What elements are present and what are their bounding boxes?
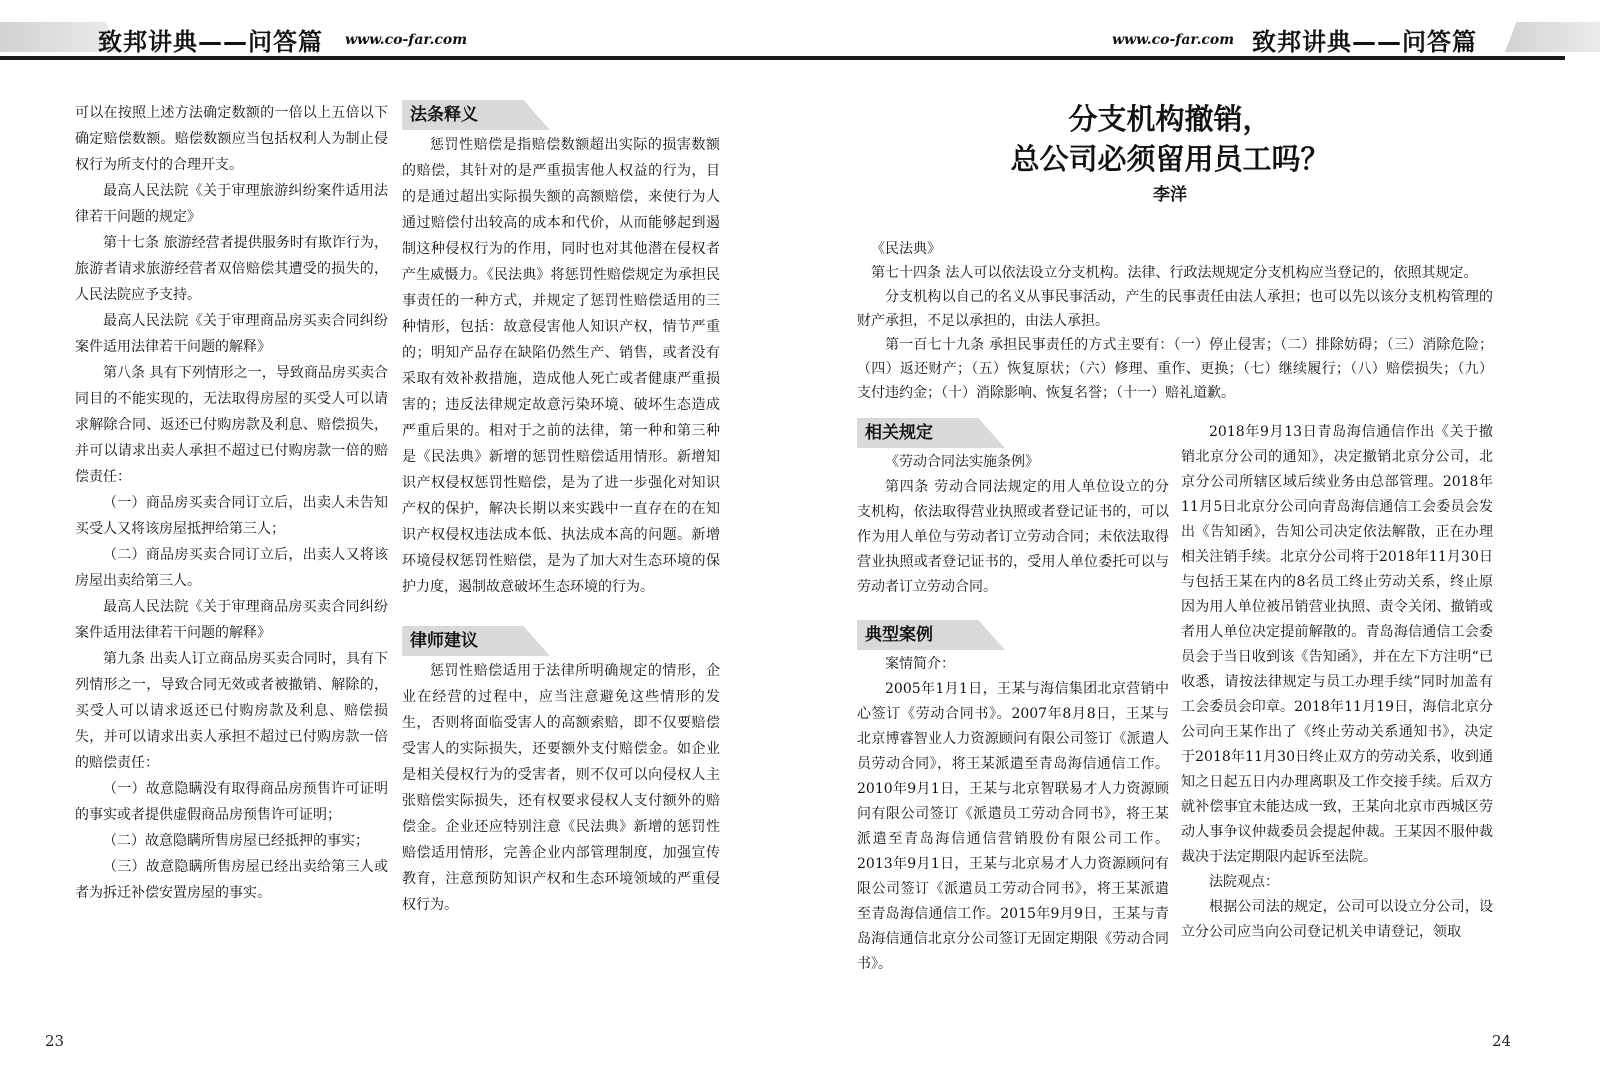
section-heading-related-rules xyxy=(857,418,1169,448)
page-number-left: 23 xyxy=(45,1032,65,1050)
article-title-line2: 总公司必须留用员工吗？ xyxy=(1010,142,1330,176)
paragraph: 最高人民法院《关于审理商品房买卖合同纠纷案件适用法律若干问题的解释》 xyxy=(75,313,388,355)
section-heading-legal-interpretation xyxy=(402,100,720,130)
left-column-1 xyxy=(75,100,388,906)
paragraph: （一）商品房买卖合同订立后，出卖人未告知买受人又将该房屋抵押给第三人； xyxy=(75,495,388,537)
paragraph: 根据公司法的规定，公司可以设立分公司，设立分公司应当向公司登记机关申请登记，领取 xyxy=(1181,899,1493,940)
header-brand-left: 致邦讲典——问答篇 xyxy=(98,28,323,56)
paragraph: 惩罚性赔偿适用于法律所明确规定的情形，企业在经营的过程中，应当注意避免这些情形的发生，否则将面临受害人的高额索赔，即不仅要赔偿受害人的实际损失，还要额外支付赔偿金。如企业是相关侵权行为的受害者，则不仅可以向侵权人主张赔偿实际损失，还有权要求侵权人支付额外的赔偿金。企业还应特别注意《民法典》新增的惩罚性赔偿适用情形，完善企业内部管理制度，加强宣传教育，注意预防知识产权和生态环境领域的严重侵权行为。 xyxy=(402,663,720,913)
header-url-right: www.co-far.com xyxy=(1112,32,1235,48)
paragraph: 第一百七十九条 承担民事责任的方式主要有：（一）停止侵害；（二）排除妨碍；（三）消除危险；（四）返还财产；（五）恢复原状；（六）修理、重作、更换；（七）继续履行；（八）赔偿损失；（九）支付违约金；（十）消除影响、恢复名誉；（十一）赔礼道歉。 xyxy=(857,337,1493,401)
section-title: 律师建议 xyxy=(410,631,478,651)
section-heading-typical-case xyxy=(857,620,1169,650)
paragraph: 2018年9月13日青岛海信通信作出《关于撤销北京分公司的通知》，决定撤销北京分公司，北京分公司所辖区域后续业务由总部管理。2018年11月5日北京分公司向青岛海信通信工会委员会发出《告知函》，告知公司决定依法解散，正在办理相关注销手续。北京分公司将于2018年11月30日与包括王某在内的8名员工终止劳动关系，终止原因为用人单位被吊销营业执照、责令关闭、撤销或者用人单位决定提前解散的。青岛海信通信工会委员会于当日收到该《告知函》，并在左下方注明“已收悉，请按法律规定与员工办理手续”同时加盖有工会委员会印章。2018年11月19日，海信北京分公司向王某作出了《终止劳动关系通知书》，决定于2018年11月30日终止双方的劳动关系，收到通知之日起五日内办理离职及工作交接手续。后双方就补偿事宜未能达成一致，王某向北京市西城区劳动人事争议仲裁委员会提起仲裁。王某因不服仲裁裁决于法定期限内起诉至法院。 xyxy=(1181,424,1493,865)
law-block xyxy=(857,237,1493,405)
paragraph: 《劳动合同法实施条例》 xyxy=(885,454,1039,470)
section-heading-lawyer-advice xyxy=(402,626,720,656)
right-column-1 xyxy=(857,418,1169,977)
left-column-2 xyxy=(402,100,720,918)
case-intro-label: 案情简介： xyxy=(885,656,955,672)
paragraph: 第四条 劳动合同法规定的用人单位设立的分支机构，依法取得营业执照或者登记证书的，可以作为用人单位与劳动者订立劳动合同；未依法取得营业执照或者登记证书的，受用人单位委托可以与劳动者订立劳动合同。 xyxy=(857,479,1169,595)
paragraph: 最高人民法院《关于审理商品房买卖合同纠纷案件适用法律若干问题的解释》 xyxy=(75,599,388,641)
right-column-2 xyxy=(1181,420,1493,945)
header-rule-right xyxy=(800,56,1565,60)
paragraph: 第九条 出卖人订立商品房买卖合同时，具有下列情形之一，导致合同无效或者被撤销、解除的，买受人可以请求返还已付购房款及利息、赔偿损失，并可以请求出卖人承担不超过已付购房款一倍的赔偿责任： xyxy=(75,651,388,771)
paragraph: （二）故意隐瞒所售房屋已经抵押的事实； xyxy=(103,833,369,849)
section-title: 典型案例 xyxy=(865,625,933,645)
section-title: 相关规定 xyxy=(865,423,933,443)
paragraph: 分支机构以自己的名义从事民事活动，产生的民事责任由法人承担；也可以先以该分支机构管理的财产承担，不足以承担的，由法人承担。 xyxy=(857,289,1493,329)
right-page xyxy=(800,0,1600,1085)
paragraph: （一）故意隐瞒没有取得商品房预售许可证明的事实或者提供虚假商品房预售许可证明； xyxy=(75,781,388,823)
paragraph: 第八条 具有下列情形之一，导致商品房买卖合同目的不能实现的，无法取得房屋的买受人可以请求解除合同、返还已付购房款及利息、赔偿损失，并可以请求出卖人承担不超过已付购房款一倍的赔偿责任： xyxy=(75,365,388,485)
article-author: 李洋 xyxy=(1153,185,1187,205)
header-rule-left xyxy=(0,56,800,60)
paragraph: 可以在按照上述方法确定数额的一倍以上五倍以下确定赔偿数额。赔偿数额应当包括权利人为制止侵权行为所支付的合理开支。 xyxy=(75,105,388,173)
paragraph: 最高人民法院《关于审理旅游纠纷案件适用法律若干问题的规定》 xyxy=(75,183,388,225)
paragraph: 第七十四条 法人可以依法设立分支机构。法律、行政法规规定分支机构应当登记的，依照其规定。 xyxy=(871,265,1478,281)
page-number-right: 24 xyxy=(1492,1032,1512,1050)
paragraph: （二）商品房买卖合同订立后，出卖人又将该房屋出卖给第三人。 xyxy=(75,547,388,589)
article-title-line1: 分支机构撤销， xyxy=(1068,102,1272,136)
court-view-label: 法院观点： xyxy=(1209,874,1279,890)
header-brand-right: 致邦讲典——问答篇 xyxy=(1252,28,1477,56)
paragraph: （三）故意隐瞒所售房屋已经出卖给第三人或者为拆迁补偿安置房屋的事实。 xyxy=(75,859,388,901)
paragraph: 惩罚性赔偿是指赔偿数额超出实际的损害数额的赔偿，其针对的是严重损害他人权益的行为，目的是通过超出实际损失额的高额赔偿，来使行为人通过赔偿付出较高的成本和代价，从而能够起到遏制这种侵权行为的作用，同时也对其他潜在侵权者产生威慑力。《民法典》将惩罚性赔偿规定为承担民事责任的一种方式，并规定了惩罚性赔偿适用的三种情形，包括：故意侵害他人知识产权，情节严重的；明知产品存在缺陷仍然生产、销售，或者没有采取有效补救措施，造成他人死亡或者健康严重损害的；违反法律规定故意污染环境、破坏生态造成严重后果的。相对于之前的法律，第一种和第三种是《民法典》新增的惩罚性赔偿适用情形。新增知识产权侵权惩罚性赔偿，是为了进一步强化对知识产权的保护，解决长期以来实践中一直存在的在知识产权侵权违法成本低、执法成本高的问题。新增环境侵权惩罚性赔偿，是为了加大对生态环境的保护力度，遏制故意破坏生态环境的行为。 xyxy=(402,137,720,595)
header-band-right xyxy=(1505,22,1600,52)
paragraph: 《民法典》 xyxy=(871,241,941,257)
header-url-left: www.co-far.com xyxy=(345,32,468,48)
section-title: 法条释义 xyxy=(410,105,478,125)
paragraph: 2005年1月1日，王某与海信集团北京营销中心签订《劳动合同书》。2007年8月8日，王某与北京博睿智业人力资源顾问有限公司签订《派遣人员劳动合同》，将王某派遣至青岛海信通信工作。2010年9月1日，王某与北京智联易才人力资源顾问有限公司签订《派遣员工劳动合同书》，将王某派遣至青岛海信通信营销股份有限公司工作。2013年9月1日，王某与北京易才人力资源顾问有限公司签订《派遣员工劳动合同书》，将王某派遣至青岛海信通信工作。2015年9月9日，王某与青岛海信通信北京分公司签订无固定期限《劳动合同书》。 xyxy=(857,681,1169,972)
paragraph: 第十七条 旅游经营者提供服务时有欺诈行为，旅游者请求旅游经营者双倍赔偿其遭受的损失的，人民法院应予支持。 xyxy=(75,235,388,303)
